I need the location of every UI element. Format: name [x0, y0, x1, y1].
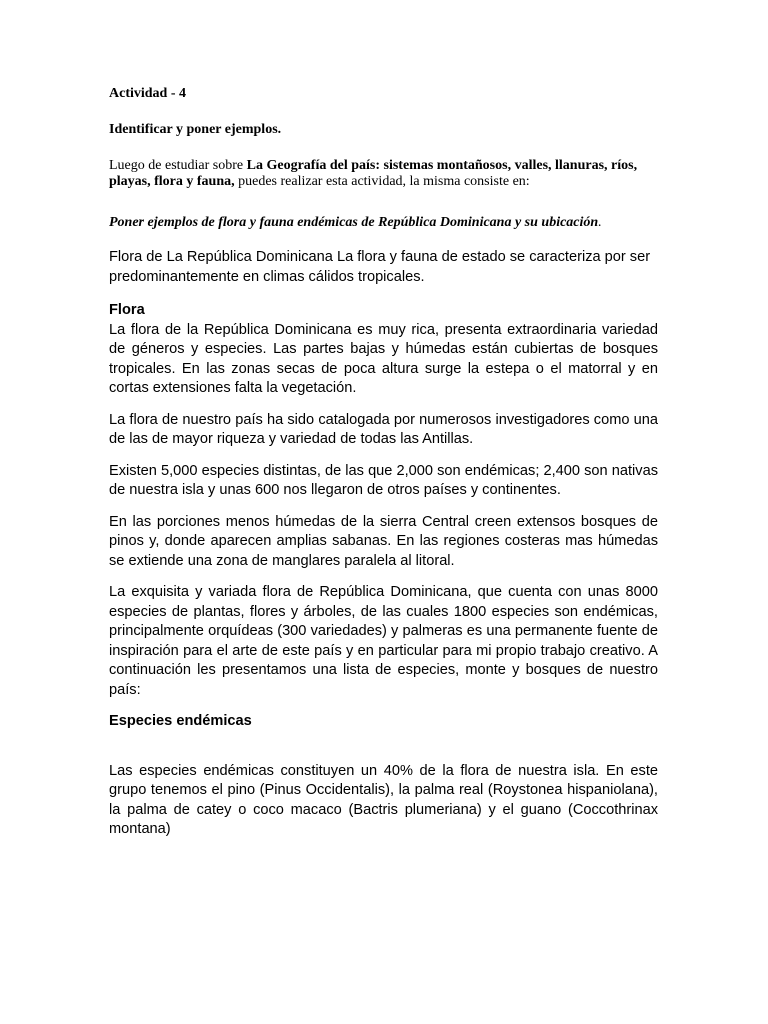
document-page	[109, 86, 658, 840]
task-instruction	[109, 215, 658, 231]
flora-intro-paragraph: Flora de La República Dominicana La flora y fauna de estado se caracteriza por ser predominantemente en climas cálidos tropicales.	[109, 249, 651, 285]
flora-paragraph-1: La flora de la República Dominicana es muy rica, presenta extraordinaria variedad de géneros y especies. Las partes bajas y húmedas están cubiertas de bosques tropicales. En las zonas secas de poca altura surge la estepa o el matorral y en cortas extensiones falta la vegetación.	[109, 321, 658, 396]
flora-paragraph-2: La flora de nuestro país ha sido catalogada por numerosos investigadores como una de las de mayor riqueza y variedad de todas las Antillas.	[109, 411, 658, 447]
activity-subtitle: Identificar y poner ejemplos.	[109, 122, 282, 137]
task-text: Poner ejemplos de flora y fauna endémicas de República Dominicana y su ubicación	[109, 215, 599, 230]
intro-suffix: puedes realizar esta actividad, la misma consiste en:	[234, 174, 530, 189]
activity-title: Actividad - 4	[109, 86, 186, 101]
task-end: .	[598, 215, 602, 230]
intro-prefix: Luego de estudiar sobre	[109, 158, 247, 173]
flora-heading: Flora	[109, 302, 145, 318]
flora-paragraph-5: La exquisita y variada flora de República Dominicana, que cuenta con unas 8000 especies de plantas, flores y árboles, de las cuales 1800 especies son endémicas, principalmente orquídeas (300 variedades) y palmeras es una permanente fuente de inspiración para el arte de este país y en particular para mi propio trabajo creativo. A continuación les presentamos una lista de especies, monte y bosques de nuestro país:	[109, 584, 658, 698]
flora-paragraph-4: En las porciones menos húmedas de la sierra Central creen extensos bosques de pinos y, donde aparecen amplias sabanas. En las regiones costeras mas húmedas se extiende una zona de manglares paralela al litoral.	[109, 513, 658, 569]
especies-heading: Especies endémicas	[109, 713, 252, 729]
intro-paragraph	[109, 158, 658, 190]
intro-topic: La Geografía del país: sistemas montañosos, valles, llanuras, ríos, playas, flora y fauna,	[109, 158, 638, 189]
flora-paragraph-3: Existen 5,000 especies distintas, de las que 2,000 son endémicas; 2,400 son nativas de nuestra isla y unas 600 nos llegaron de otros países y continentes.	[109, 462, 658, 498]
especies-paragraph: Las especies endémicas constituyen un 40% de la flora de nuestra isla. En este grupo tenemos el pino (Pinus Occidentalis), la palma real (Roystonea hispaniolana), la palma de catey o coco macaco (Bactris plumeriana) y el guano (Coccothrinax montana)	[109, 762, 658, 837]
